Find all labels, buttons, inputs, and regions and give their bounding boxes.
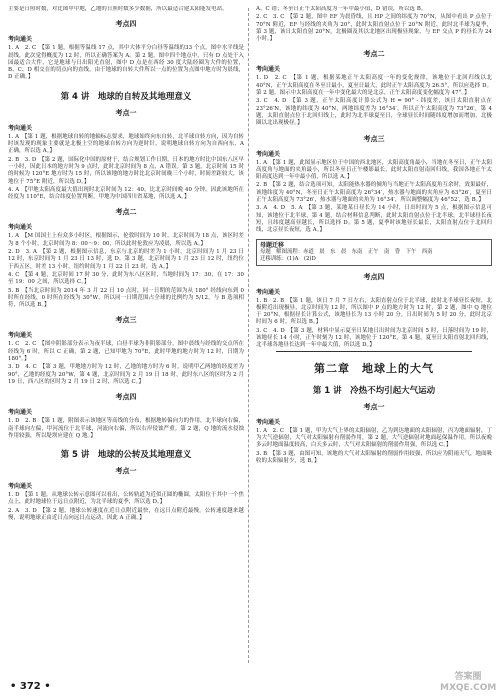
subsection-heading: 考向通关 (8, 124, 33, 132)
paragraph: 3. C 4. D 【第 3 题，正午太阳高度计算公式为 H = 90° - 纬度差，该日太阳直射点在 23°26′N，该地的纬度为 40°N，两地纬度差为 16°34′，所以正午太阳高度为 73°26′，第 4 题，太阳直射点位于北回归线上，此时为北半球夏至日，全球昼长时间随纬度增加而增加，北极圈以北出现极昼。】 (256, 98, 492, 127)
paragraph: 3. C 4. D 【第 3 题，材料中显示夏至日某地日出时间为北京时间 5 时，日落时间为 19 时，该地昼长 14 小时，正午时刻为 12 时，该地位于 120°E，第 4 题，夏至日太阳直射北回归线，北半球各地昼长达到一年中最大值，所以选 D。】 (256, 327, 492, 349)
paragraph: 4. A 【甲地太阳高度最大值出现时北京时间为 12：40，比北京时间晚 40 分钟，因此该地所在经度为 110°E，结合纬度位置判断，甲地为中国四川省某地，所以选 A。】 (8, 186, 244, 201)
lecture-title: 第 1 讲 冷热不均引起大气运动 (312, 385, 436, 396)
subsection-heading: 考向通关 (8, 483, 33, 491)
paragraph: 1. A 【第 1 题，根据地球自转的地轴标志要求，地球始终向东自转，北半球自转方向，因为自转时该发现的现象主要就是北极上空的地球自转方向为逆时针，说明地球自转方向为自西向东，A 正确，所以选 A。】 (8, 133, 244, 155)
paragraph: 2. B 3. D 【第 2 题，国际化中国的原材于，结合规划工作日期，日本的地方时比中国东八区早一小时，因此日本的地方时为 9 点时，此时北京时间为 8 点，A 错误。第 3 题，北京时间 15 时的时候为 120°E 地方时为 15 时，所以该地的地方时比北京时间晚三个小时，时间差距较大，该地位于 75°E 附近，所以选 D。】 (8, 156, 244, 185)
section-heading: 考点一 (115, 467, 137, 476)
subsection-heading: 考向通关 (256, 288, 281, 296)
paragraph: 3. B 【第 3 题，由图可知，该地的大气对太阳辐射的削弱作用较强，所以应为阴雨天气，地面吸收的太阳辐射少，选 B。】 (256, 450, 492, 464)
section-heading: 考点二 (115, 208, 137, 217)
paragraph: 5. B 【当北京时间为 2014 年 3 月 22 日 10 点时，同一日期的范围为从 180° 经线向东到 0 时所在经线，0 时所在经线为 30°W，所以同一日期范围占全球的比例约为 5/12，与 B 选项相符，所以选 B。】 (8, 287, 244, 309)
section-heading: 考点四 (363, 272, 385, 281)
page-number: • 372 • (10, 681, 51, 692)
subsection-heading: 考向通关 (256, 150, 281, 158)
paragraph: 1. C 2. C 【图中阴影部分表示为夜半球，白昼半球为非阴影部分，图中晨线与经线的交点所在经线为 6 时，所以 C 正确，第 2 题，已知甲地为 70°E，此时甲地的地方时为 12 时，日期为 180°。】 (8, 341, 244, 363)
paragraph: 1. D 2. B 【第 1 题，附图表示该地区等高线的分布，根据地转偏向力的作用，北半球向右偏，南半球向左偏，甲河流位于北半球，河流向右偏，所以右岸侵蚀严重。第 2 题，Q 地的流水侵蚀作用较强，所以堤坝应建在 Q 地。】 (8, 418, 244, 439)
transfer-box-title: 母题迁移 (260, 241, 285, 249)
paragraph: 4. C 【第 4 题，北京时间 17 时 30 分，此时为东八区区时，当地时间为 17：30，在 17：30 至 19：00 之间，所以选择 C。】 (8, 271, 244, 286)
paragraph: 2. B 【第 2 题，结合选项可知，太阳能热水器的倾角与当地正午太阳高度角互余时，效果最好，该地纬度为 40°N，冬至日正午太阳高度为 26°34′，热水器与地面的夹角应为 63°26′，夏至日正午太阳高度为 73°26′，热水器与地面的夹角为 16°34′，所以调整幅度为 46°52′，选 B。】 (256, 182, 492, 204)
chapter-title: 第二章 地球上的大气 (314, 361, 434, 375)
watermark-logo: 答案圈 MXQE.COM (440, 672, 497, 693)
paragraph: 1. A 【M 国国土上有众多小时区，根据图示，伦敦时间为 10 时，北京时间为 18 点，该区时差为 8 个小时，北京时间为 8：00～9：00，所以此时伦敦应为凌晨，所以选 A。】 (8, 233, 244, 247)
section-heading: 考点三 (363, 134, 385, 143)
paragraph: 1. A 2. C 【第 1 题，甲为大气上界的太阳辐射，乙为到达地面的太阳辐射，丙为地面辐射，丁为大气逆辐射，大气对太阳辐射有削弱作用，第 2 题，大气逆辐射对地面起保温作用，所以夜晚多云时地面温度较高，白天多云时，大气对太阳辐射的削弱作用强，所以选 C。】 (256, 427, 492, 449)
paragraph: 3. A 4. D 5. A 【第 3 题，某地某日昼长为 14 小时，日出时间为 5 点，根据图示信息可知，该地位于北半球，第 4 题，结合材料信息判断，此时太阳直射点位于北半球，北半球昼长夜短，且纬度越高昼越长，所以选择 D。第 5 题，夏季时该地昼长最长，太阳直射点位于北回归线，北京昼长夜短，选 A。】 (256, 205, 492, 234)
paragraph: 2. D 3. A 【第 2 题，根据图示信息，东京与北京的时差为 1 小时，北京时间为 1 月 23 日 12 时，东京时间为 1 月 23 日 13 时，选 D。第 3 题，北京时间为 1 月 23 日 12 时，纽约位于西五区，时差 13 小时，纽约时间为 1 月 22 日 23 时，选 A。】 (8, 249, 244, 270)
paragraph: 1. B 2. B 【第 1 题，该日 7 月 7 日左右，太阳直射点位于北半球，此时北半球昼长夜短，北极附近出现极昼，北京时间为 12 时，所以图中 P 点的地方时为 12 时，第 2 题，图中 Q 地位于 20°N，根据昼长计算公式，该地昼长为 13 小时 20 分，日出时间为 5 时 20 分，此时北京时间为 6 时，所以选 B。】 (256, 297, 492, 326)
paragraph: 1. D 【第 1 题，从地球公转示意图可以看出，公转轨道为近似正圆的椭圆，太阳位于其中一个焦点上，此时地球位于远日点附近，为北半球的夏季，所以选 D。】 (8, 492, 244, 506)
section-heading: 考点二 (363, 50, 385, 59)
section-heading: 考点三 (115, 316, 137, 325)
right-column (256, 6, 492, 666)
transfer-box-line: 母题 解图流程：赤道 晨 东 晨 东南 正午 南 昏 下午 西南 (260, 248, 433, 255)
section-heading: 考点四 (115, 393, 137, 402)
paragraph: 1. A 2. C 【第 1 题，根据等温线 17 点，其中大体平分白昼等温线的33 个点，图中水平线是晨线，此次觉得概度为 12 时，所以正确答案为 A。第 2 题，图中四个地点中，只有 D 点处于入园最适合大件，它是地球与日出阳光直射，图中 D 点是在西经 30 度大陆经圈为大件的位置，B、C、D 相交在的切点向的直线，由于地球的自转大件所以一点的位置为点图中地方时为晨线，D 正确。】 (8, 45, 244, 81)
paragraph: A、C 错；冬至日正午太阳高度为一年中最小值，D 错误，所以选 B。 (256, 6, 427, 12)
transfer-box-line: 迁移训练：(1)A (2)D (260, 255, 316, 262)
lecture-title: 第 4 讲 地球的自转及其地理意义 (60, 91, 192, 102)
transfer-box (256, 239, 492, 266)
subsection-heading: 考向通关 (8, 224, 33, 232)
section-heading: 考点一 (115, 108, 137, 117)
subsection-heading: 考向通关 (256, 418, 281, 426)
paragraph: 2. A 3. D 【第 2 题，地球公转速度在近日点附近最快，在远日点附近最慢，公转速度越来越慢，说明地球正由近日点向远日点运动，因此 A 正确。】 (8, 507, 244, 521)
paragraph: 2. C 3. C 【第 2 题，图中 EF 为晨昏线，且 HP 之间的纬度为 70°N，从图中看出 P 点位于 70°N 附近，EF 与经线的夹角为 20°，此时太阳直射点位于 20°N 附近，此时北半球为夏季，第 3 题，该日太阳直射 20°N，北极圈及其以北地区出现极昼现象，与 EF 交点 P 的昼长为 24 小时。】 (256, 14, 492, 43)
left-column (8, 6, 244, 666)
column-divider (248, 8, 249, 663)
section-heading: 考点四 (115, 20, 137, 29)
chapter-rule (276, 351, 472, 352)
paragraph: 1. D 2. C 【第 1 题，根据某地正午太阳高度一年的变化规律，该地位于北回归线以北 40°N，正午太阳高度在冬至日最小，夏至日最大，此时正午太阳高度为 26.5°，所以应选择 D。第 2 题，图示中太阳高度在一年中变化最大的是北京，正午太阳高度变化幅度为 47°。】 (256, 75, 492, 97)
paragraph: 主要是日照时数，对比图甲中地，乙地的日照时数多少数据，所以最适合建太阳能发电站。 (8, 6, 228, 12)
subsection-heading: 考向通关 (8, 409, 33, 417)
paragraph: 3. D 4. C 【第 3 题，甲地地方时为 12 时，乙地的地方时为 6 时，说明甲乙两地的经度差为 90°，乙地的经度为 20°W，第 4 题，北京时间为 2 月 19 日 18 时，此时东八区的区时为 2 月 19 日，西八区的区时为 2 月 19 日 2 时，所以选 C。】 (8, 364, 244, 385)
subsection-heading: 考向通关 (8, 36, 33, 44)
paragraph: 1. A 【第 1 题，此图显示地区位于中国的西北地区，太阳高度角最小，当地在冬至日，正午太阳高度角与地面的夹角最小，所以冬至日正午楼影最长，此时太阳直射南回归线，我国各地正午太阳高度达到一年中最小值，所以选 A。】 (256, 159, 492, 181)
subsection-heading: 考向通关 (8, 332, 33, 340)
subsection-heading: 考向通关 (256, 66, 281, 74)
lecture-title: 第 5 讲 地球的公转及其地理意义 (60, 450, 192, 461)
section-heading: 考点一 (363, 402, 385, 411)
